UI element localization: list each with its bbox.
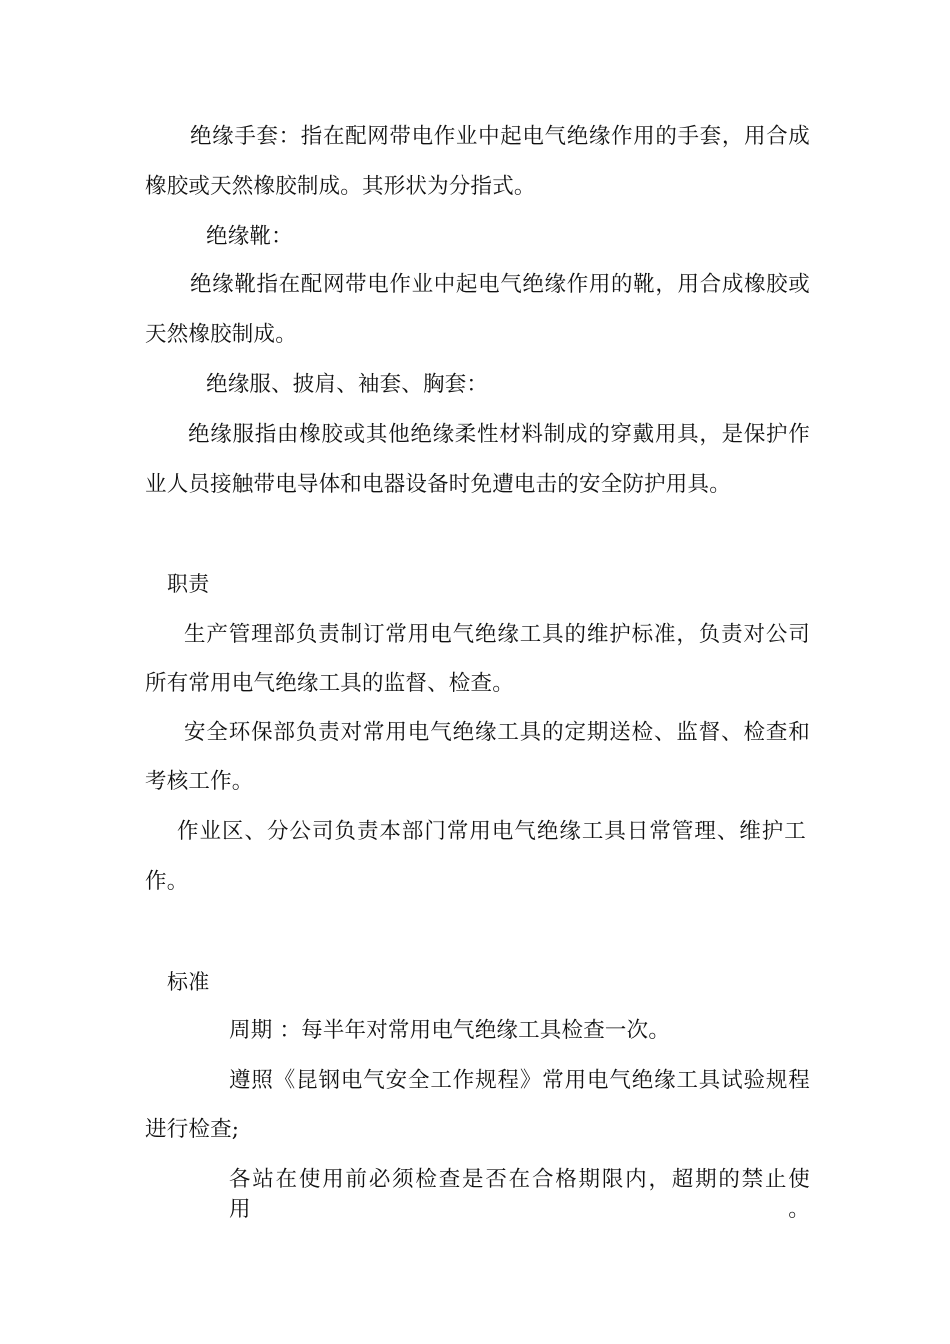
gloves-definition-line-2: 橡胶或天然橡胶制成。其形状为分指式。 (145, 174, 536, 199)
standards-rules-line-1: 遵照《昆钢电气安全工作规程》常用电气绝缘工具试验规程 (229, 1068, 810, 1093)
responsibility-paragraph-3-line-2: 作。 (145, 869, 189, 894)
responsibility-paragraph-3-line-1: 作业区、分公司负责本部门常用电气绝缘工具日常管理、维护工 (177, 819, 806, 844)
responsibility-paragraph-2-line-1: 安全环保部负责对常用电气绝缘工具的定期送检、监督、检查和 (184, 720, 810, 745)
standards-rules-line-2: 进行检查; (145, 1117, 240, 1142)
standards-cycle-line: 周期 ：每半年对常用电气绝缘工具检查一次。 (229, 1018, 671, 1043)
clothing-definition-line-1: 绝缘服指由橡胶或其他绝缘柔性材料制成的穿戴用具，是保护作 (188, 422, 810, 447)
responsibilities-heading: 职责 (167, 572, 210, 596)
responsibility-paragraph-2-line-2: 考核工作。 (145, 769, 254, 794)
clothing-definition-line-2: 业人员接触带电导体和电器设备时免遭电击的安全防护用具。 (145, 472, 731, 497)
standards-check-line: 各站在使用前必须检查是否在合格期限内，超期的禁止使用。 (229, 1167, 810, 1222)
responsibility-paragraph-1-line-2: 所有常用电气绝缘工具的监督、检查。 (145, 671, 514, 696)
boots-title: 绝缘靴： (206, 224, 293, 249)
clothing-title: 绝缘服、披肩、袖套、胸套： (206, 372, 489, 397)
boots-definition-line-2: 天然橡胶制成。 (145, 322, 297, 347)
gloves-definition-line-1: 绝缘手套：指在配网带电作业中起电气绝缘作用的手套，用合成 (190, 124, 810, 149)
standards-heading: 标准 (167, 970, 210, 994)
boots-definition-line-1: 绝缘靴指在配网带电作业中起电气绝缘作用的靴，用合成橡胶或 (190, 272, 810, 297)
responsibility-paragraph-1-line-1: 生产管理部负责制订常用电气绝缘工具的维护标准，负责对公司 (184, 622, 810, 647)
